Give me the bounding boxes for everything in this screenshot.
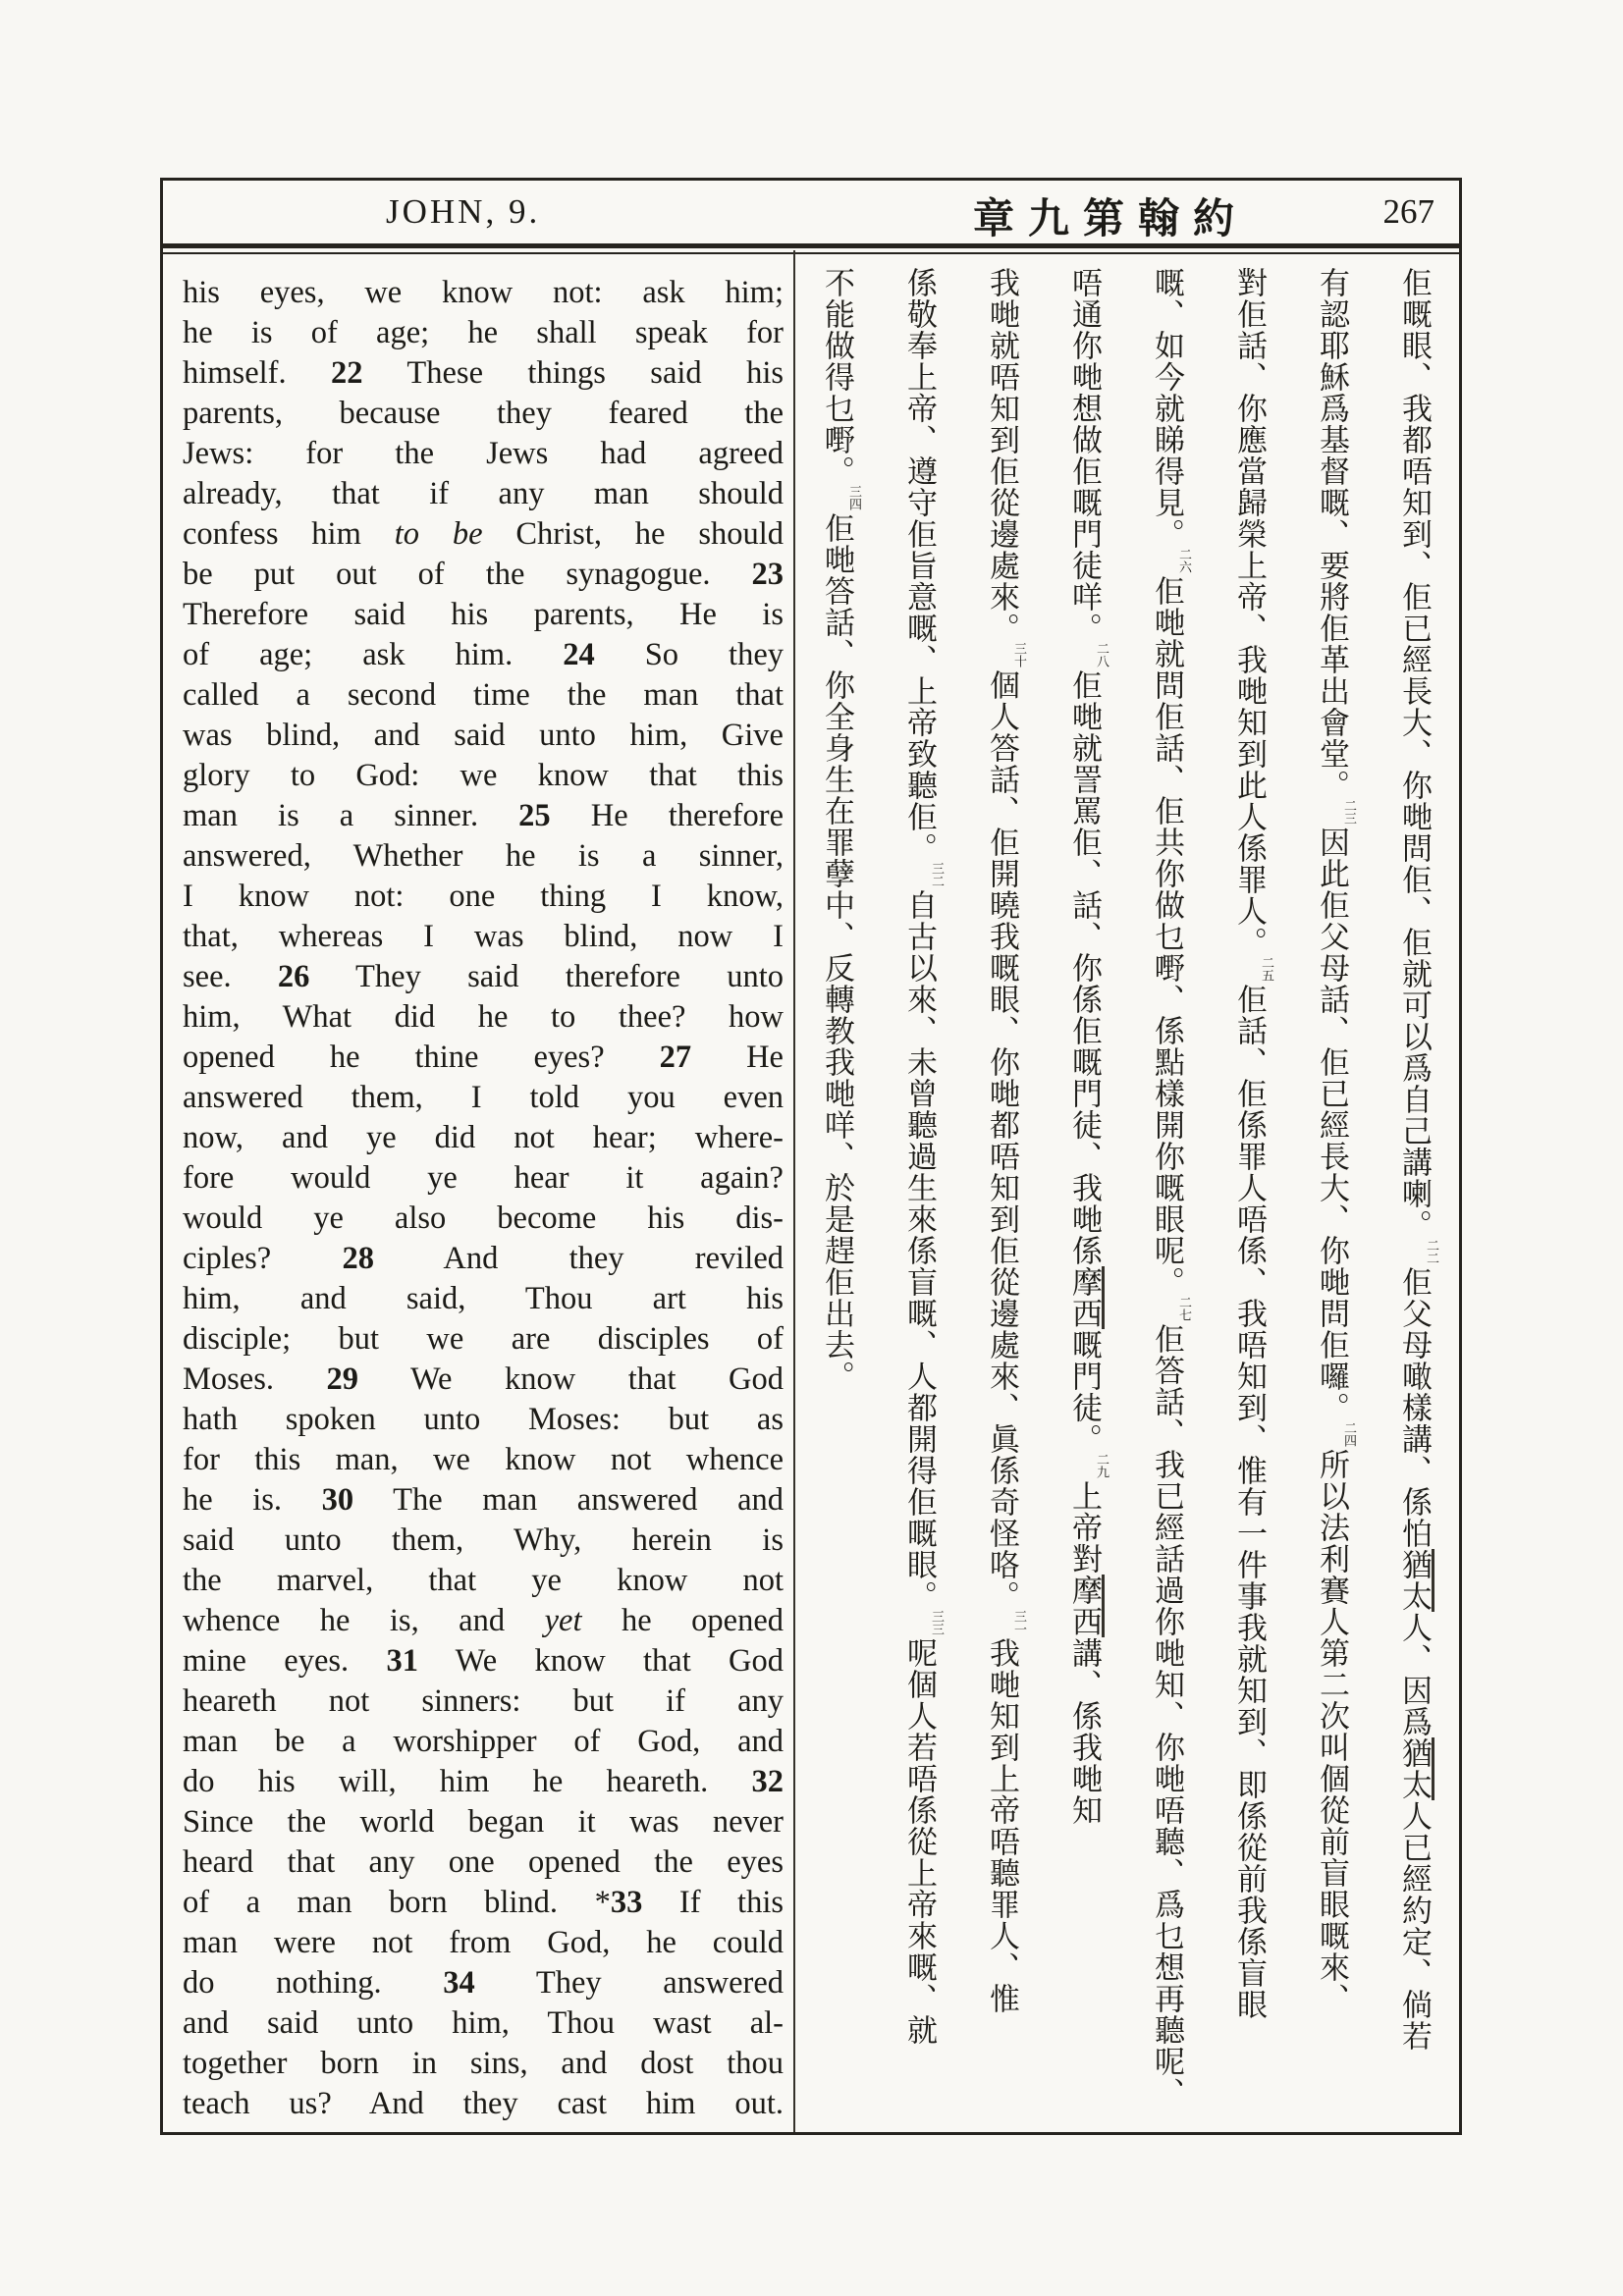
english-line: the marvel, that ye know not	[183, 1563, 784, 1598]
proper-name-marked-text: 摩西	[1067, 1575, 1105, 1637]
chinese-column	[795, 267, 878, 2112]
chinese-text-run: 上帝對	[1067, 1480, 1102, 1575]
verse-number-marker: 二九	[1095, 1453, 1109, 1478]
chinese-text-run: 個人答話、佢開曉我嘅眼、你哋都唔知到佢從邊處來、眞係奇怪咯。	[985, 669, 1019, 1612]
chinese-text-run: 我哋就唔知到佢從邊處來。	[985, 267, 1019, 644]
chinese-text-run: 講、係我哋知	[1067, 1637, 1102, 1826]
english-line: Since the world began it was never	[183, 1804, 784, 1840]
english-line: mine eyes. 31 We know that God	[183, 1643, 784, 1679]
english-line: heareth not sinners: but if any	[183, 1683, 784, 1719]
english-line: him, What did he to thee? how	[183, 999, 784, 1035]
chinese-text-run: 因此佢父母話、佢已經長大、你哋問佢囉。	[1315, 827, 1349, 1423]
verse-number-marker: 二六	[1177, 548, 1192, 573]
english-line: ciples? 28 And they reviled	[183, 1241, 784, 1276]
english-line: would ye also become his dis-	[183, 1201, 784, 1236]
english-line: answered them, I told you even	[183, 1080, 784, 1115]
chinese-text-run: 嘅、如今就睇得見。	[1150, 267, 1184, 550]
english-line: called a second time the man that	[183, 677, 784, 713]
verse-number-marker: 三十	[1012, 642, 1027, 667]
chinese-text-run: 不能做得乜嘢。	[820, 267, 854, 487]
chinese-column	[1125, 267, 1208, 2112]
english-line: Jews: for the Jews had agreed	[183, 436, 784, 471]
english-line: glory to God: we know that this	[183, 758, 784, 793]
english-line: man be a worshipper of God, and	[183, 1724, 784, 1759]
english-line: him, and said, Thou art his	[183, 1281, 784, 1316]
english-line: and said unto him, Thou wast al-	[183, 2005, 784, 2041]
english-line: do his will, him he heareth. 32	[183, 1764, 784, 1799]
english-line: together born in sins, and dost thou	[183, 2046, 784, 2081]
chinese-text-run: 佢答話、我已經話過你哋知、你哋唔聽、爲乜想再聽呢、	[1150, 1323, 1184, 2109]
page-header	[163, 181, 1459, 243]
verse-number-marker: 二八	[1095, 642, 1109, 667]
header-double-rule	[160, 243, 1462, 254]
verse-number-marker: 三三	[930, 1610, 945, 1635]
english-line: man were not from God, he could	[183, 1925, 784, 1960]
english-line: disciple; but we are disciples of	[183, 1321, 784, 1357]
english-line: answered, Whether he is a sinner,	[183, 838, 784, 874]
page-number: 267	[1382, 192, 1434, 231]
english-line: for this man, we know not whence	[183, 1442, 784, 1477]
english-line: whence he is, and yet he opened	[183, 1603, 784, 1638]
english-line: already, that if any man should	[183, 476, 784, 511]
english-line: see. 26 They said therefore unto	[183, 959, 784, 994]
chinese-column	[878, 267, 960, 2112]
english-line: teach us? And they cast him out.	[183, 2086, 784, 2121]
chinese-column	[1043, 267, 1125, 2112]
english-line: he is. 30 The man answered and	[183, 1482, 784, 1518]
english-line: of age; ask him. 24 So they	[183, 637, 784, 672]
english-line: man is a sinner. 25 He therefore	[183, 798, 784, 833]
chinese-text-run: 人、因爲	[1397, 1612, 1432, 1737]
english-line: opened he thine eyes? 27 He	[183, 1040, 784, 1075]
english-line: himself. 22 These things said his	[183, 355, 784, 391]
english-line: be put out of the synagogue. 23	[183, 557, 784, 592]
english-line: heard that any one opened the eyes	[183, 1844, 784, 1880]
chinese-column	[960, 267, 1043, 2112]
chinese-text-run: 對佢話、你應當歸榮上帝、我哋知到此人係罪人。	[1232, 267, 1267, 958]
chinese-text-run: 佢父母噉樣講、係怕	[1397, 1266, 1432, 1549]
verse-number-marker: 三一	[1012, 1610, 1027, 1635]
chinese-text-run: 嘅門徒。	[1067, 1329, 1102, 1455]
english-line: I know not: one thing I know,	[183, 879, 784, 914]
english-line: was blind, and said unto him, Give	[183, 718, 784, 753]
verse-number-marker: 二三	[1342, 799, 1357, 825]
english-column	[183, 273, 784, 2124]
chinese-text-run: 佢哋就詈罵佢、話、你係佢嘅門徒、我哋係	[1067, 669, 1102, 1266]
chinese-text-run: 自古以來、未曾聽過生來係盲嘅、人都開得佢嘅眼。	[902, 889, 937, 1612]
english-line: fore would ye hear it again?	[183, 1160, 784, 1196]
verse-number-marker: 二四	[1342, 1421, 1357, 1447]
chinese-text-run: 人已經約定、倘若	[1397, 1800, 1432, 2052]
verse-number-marker: 二二	[1425, 1239, 1439, 1264]
english-line: confess him to be Christ, he should	[183, 516, 784, 552]
verse-number-marker: 二七	[1177, 1296, 1192, 1321]
chinese-text-run: 係敬奉上帝、遵守佢旨意嘅、上帝致聽佢。	[902, 267, 937, 864]
chinese-column	[1290, 267, 1373, 2112]
english-line: now, and ye did not hear; where-	[183, 1120, 784, 1155]
verse-number-marker: 三二	[930, 862, 945, 887]
english-line: hath spoken unto Moses: but as	[183, 1402, 784, 1437]
header-english-title: JOHN, 9.	[386, 192, 541, 231]
english-line: his eyes, we know not: ask him;	[183, 275, 784, 310]
chinese-text-run: 有認耶穌爲基督嘅、要將佢革出會堂。	[1315, 267, 1349, 801]
chinese-text-run: 佢哋就問佢話、佢共你做乜嘢、係點樣開你嘅眼呢。	[1150, 575, 1184, 1298]
chinese-column	[1373, 267, 1455, 2112]
proper-name-marked-text: 猶太	[1397, 1737, 1434, 1800]
chinese-text-run: 呢個人若唔係從上帝來嘅、就	[902, 1637, 937, 2046]
chinese-text-run: 佢哋答話、你全身生在罪孽中、反轉教我哋咩、於是趕佢出去。	[820, 512, 854, 1392]
page-border-box	[160, 178, 1462, 2135]
chinese-text-run: 唔通你哋想做佢嘅門徒咩。	[1067, 267, 1102, 644]
chinese-text-run: 所以法利賽人第二次叫個從前盲眼嘅來、	[1315, 1449, 1349, 2014]
verse-number-marker: 二五	[1260, 956, 1274, 982]
chinese-text-run: 佢話、佢係罪人唔係、我唔知到、惟有一件事我就知到、即係從前我係盲眼	[1232, 984, 1267, 2020]
english-line: parents, because they feared the	[183, 396, 784, 431]
chinese-text-run: 佢嘅眼、我都唔知到、佢已經長大、你哋問佢、佢就可以爲自己講喇。	[1397, 267, 1432, 1241]
chinese-text-run: 我哋知到上帝唔聽罪人、惟	[985, 1637, 1019, 2014]
english-line: said unto them, Why, herein is	[183, 1522, 784, 1558]
chinese-column	[1208, 267, 1290, 2112]
english-line: Moses. 29 We know that God	[183, 1362, 784, 1397]
english-line: of a man born blind. *33 If this	[183, 1885, 784, 1920]
proper-name-marked-text: 猶太	[1397, 1549, 1434, 1612]
chinese-text-area	[795, 267, 1455, 2112]
english-line: he is of age; he shall speak for	[183, 315, 784, 350]
english-line: Therefore said his parents, He is	[183, 597, 784, 632]
english-line: do nothing. 34 They answered	[183, 1965, 784, 2001]
verse-number-marker: 三四	[847, 485, 862, 510]
proper-name-marked-text: 摩西	[1067, 1266, 1105, 1329]
english-line: that, whereas I was blind, now I	[183, 919, 784, 954]
header-chinese-title: 章九第翰約	[972, 197, 1248, 242]
